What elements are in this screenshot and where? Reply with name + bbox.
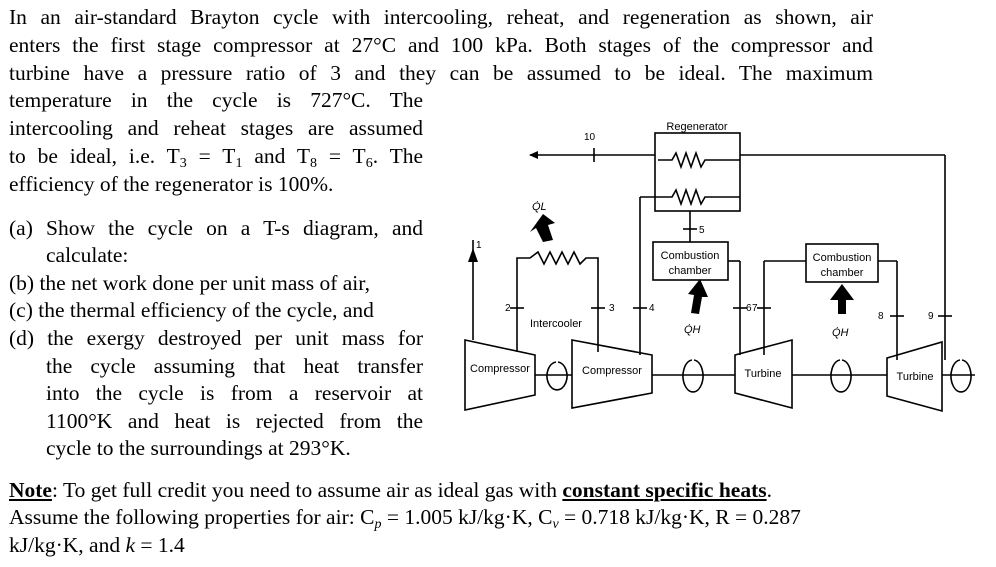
combustion-2-label-a: Combustion [812,252,872,264]
compressor-1-label: Compressor [470,363,530,375]
question-d: (d) the exergy destroyed per unit mass for [9,326,423,350]
question-a: (a) Show the cycle on a T-s diagram, and [9,216,423,240]
state-4-label: 4 [649,303,655,314]
state-3-label: 3 [609,303,615,314]
problem-line-6: to be ideal, i.e. $T_3 = T_1$ and $T_8 = T_6$. The [9,144,423,171]
question-d-cont-2: into the cycle is from a reservoir at [46,381,423,405]
question-d-cont-4: cycle to the surroundings at 293°K. [46,436,351,460]
note-emphasis: constant specific heats [562,478,767,502]
note-line-2: Assume the following properties for air: $C_p = 1.005$ kJ/kg·K, $C_v = 0.718$ kJ/kg·K, R = 0.287 [9,505,801,532]
heat-in-label-2: Q̇H [832,327,849,339]
state-9-label: 9 [928,311,934,322]
combustion-1-label-b: chamber [668,265,712,277]
state-6-label: 6 [746,303,752,314]
state-2-label: 2 [505,303,511,314]
compressor-2-label: Compressor [582,365,642,377]
note-line-1: Note: To get full credit you need to assume air as ideal gas with constant specific heats. [9,478,772,502]
rotation-arrow-2 [683,360,703,392]
state-10-label: 10 [584,132,596,143]
rotation-arrow-4 [951,360,971,392]
note-label: Note [9,478,52,502]
regenerator-box [655,133,740,211]
rotation-arrow-1 [547,362,567,390]
state-1-label: 1 [476,240,482,251]
turbine-1-label: Turbine [744,368,782,380]
turbine-2-label: Turbine [896,371,934,383]
question-d-cont-1: the cycle assuming that heat transfer [46,354,423,378]
intercooler-label: Intercooler [530,318,582,330]
heat-in-arrow-2 [830,284,854,314]
question-b: (b) the net work done per unit mass of air, [9,271,370,295]
combustion-1-label-a: Combustion [660,250,720,262]
question-a-cont: calculate: [46,243,129,267]
heat-out-arrow [530,214,555,242]
problem-line-7: efficiency of the regenerator is 100%. [9,172,334,196]
regenerator-label: Regenerator [666,121,728,133]
combustion-2-label-b: chamber [820,267,864,279]
problem-line-1: In an air-standard Brayton cycle with intercooling, reheat, and regeneration as shown, air [9,5,873,29]
problem-line-2: enters the first stage compressor at 27°C and 100 kPa. Both stages of the compressor and [9,33,873,57]
heat-in-label-1: Q̇H [684,324,701,336]
state-8-label: 8 [878,311,884,322]
question-d-cont-3: 1100°K and heat is rejected from the [46,409,423,433]
state-5-label: 5 [699,225,705,236]
problem-line-5: intercooling and reheat stages are assumed [9,116,423,140]
note-line-3: kJ/kg·K, and k = 1.4 [9,533,185,557]
state-7-label: 7 [752,303,758,314]
problem-line-4: temperature in the cycle is 727°C. The [9,88,423,112]
heat-out-label: Q̇L [532,201,547,213]
rotation-arrow-3 [831,360,851,392]
compressor-1 [465,340,535,410]
question-c: (c) the thermal efficiency of the cycle, and [9,298,374,322]
heat-in-arrow-1 [688,279,708,314]
problem-line-3: turbine have a pressure ratio of 3 and they can be assumed to be ideal. The maximum [9,61,873,85]
